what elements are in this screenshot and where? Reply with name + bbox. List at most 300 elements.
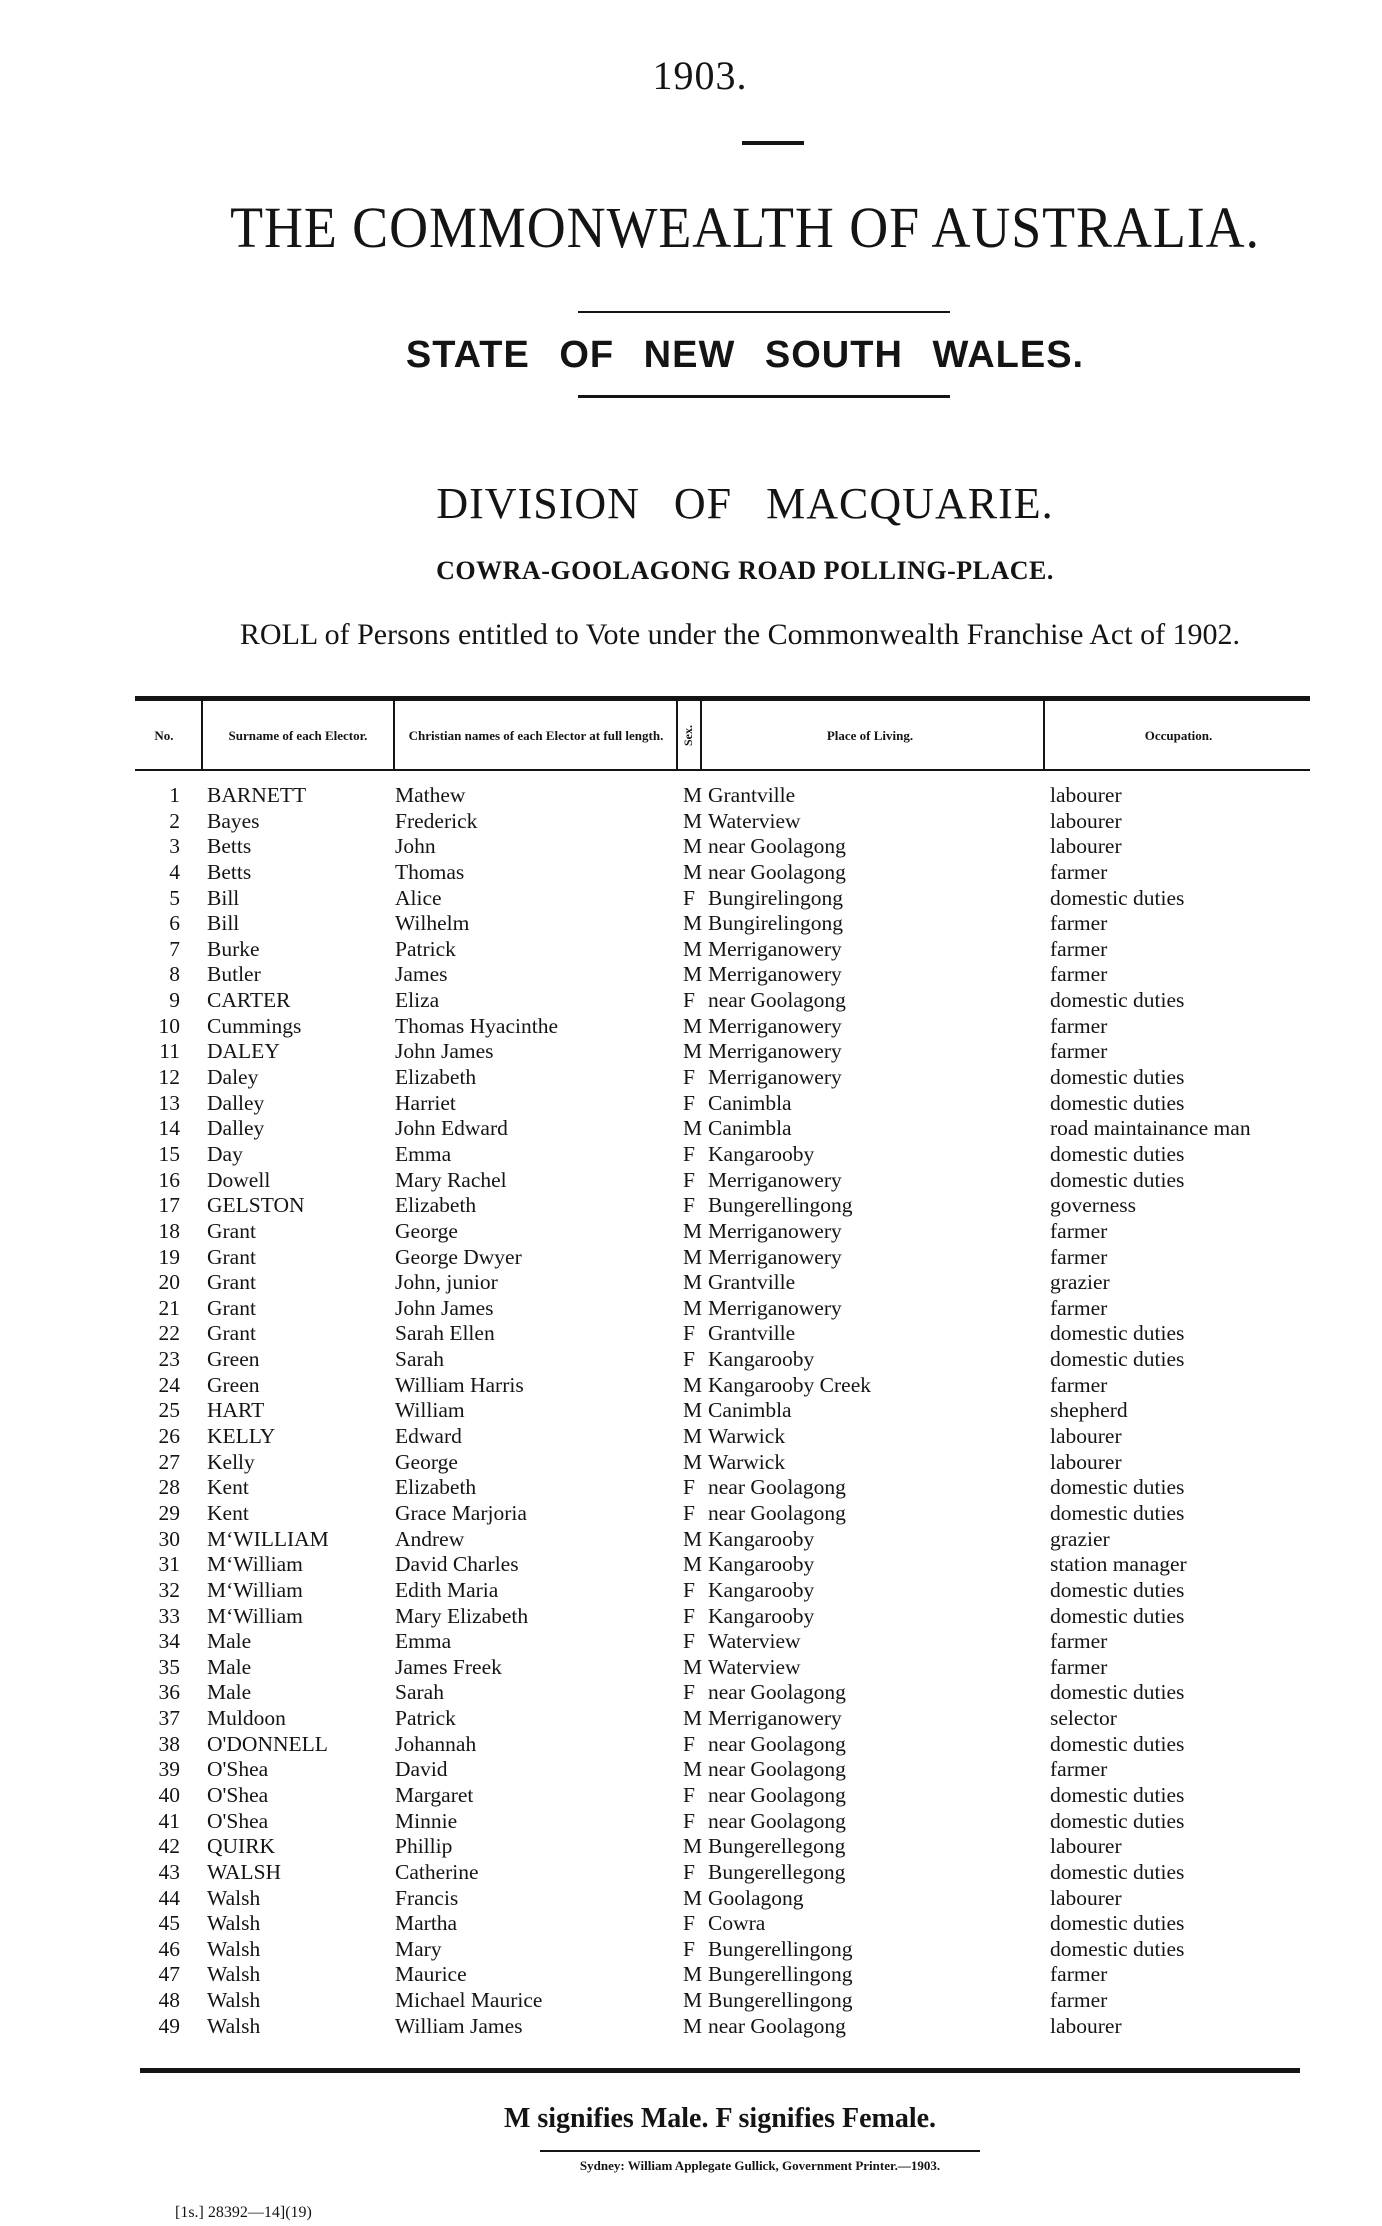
occupation-cell: domestic duties [1050, 1321, 1185, 1346]
surname-cell: O'DONNELL [207, 1731, 328, 1756]
christian-names-cell: Margaret [395, 1782, 474, 1807]
christian-names-cell: Mary Rachel [395, 1167, 507, 1192]
sex-cell: M [683, 1552, 703, 1577]
row-number: 45 [158, 1911, 180, 1936]
roll-description: ROLL of Persons entitled to Vote under the Commonwealth Franchise Act of 1902. [239, 618, 1241, 651]
christian-names-cell: Johannah [395, 1731, 477, 1756]
christian-names-cell: Sarah [395, 1680, 444, 1705]
surname-cell: M‘William [207, 1552, 303, 1577]
occupation-cell: governess [1050, 1193, 1136, 1218]
row-number: 48 [158, 1988, 180, 2013]
place-cell: near Goolagong [708, 1680, 846, 1705]
place-cell: Bungerellingong [708, 1936, 853, 1961]
place-cell: Warwick [708, 1449, 786, 1474]
table-row [135, 1168, 1310, 1194]
row-number: 22 [158, 1321, 180, 1346]
surname-cell: Kelly [207, 1449, 255, 1474]
row-number: 10 [158, 1013, 180, 1038]
row-number: 17 [158, 1193, 180, 1218]
page-title: THE COMMONWEALTH OF AUSTRALIA. [230, 195, 1260, 260]
row-number: 24 [158, 1372, 180, 1397]
place-cell: near Goolagong [708, 1500, 846, 1525]
surname-cell: Day [207, 1141, 243, 1166]
christian-names-cell: Andrew [395, 1526, 465, 1551]
sex-cell: M [683, 834, 703, 859]
sex-cell: M [683, 1885, 703, 1910]
place-cell: Merriganowery [708, 1244, 842, 1269]
row-number: 36 [158, 1680, 180, 1705]
place-cell: Cowra [708, 1911, 766, 1936]
surname-cell: O'Shea [207, 1782, 269, 1807]
print-reference: [1s.] 28392—14](19) [175, 2204, 312, 2221]
christian-names-cell: Maurice [395, 1962, 467, 1987]
row-number: 46 [158, 1936, 180, 1961]
occupation-cell: labourer [1050, 834, 1122, 859]
occupation-cell: shepherd [1050, 1398, 1128, 1423]
row-number: 7 [169, 936, 180, 961]
surname-cell: QUIRK [207, 1834, 276, 1859]
christian-names-cell: William Harris [395, 1372, 524, 1397]
occupation-cell: labourer [1050, 1885, 1122, 1910]
christian-names-cell: Catherine [395, 1859, 479, 1884]
row-number: 32 [158, 1577, 180, 1602]
place-cell: Bungerellingong [708, 1988, 853, 2013]
christian-names-cell: Michael Maurice [395, 1988, 543, 2013]
table-row [135, 911, 1310, 937]
sex-cell: F [683, 1731, 695, 1756]
sex-cell: F [683, 1808, 695, 1833]
table-row [135, 1578, 1310, 1604]
table-header-rule [135, 769, 1310, 771]
christian-names-cell: Sarah [395, 1347, 444, 1372]
surname-cell: O'Shea [207, 1757, 269, 1782]
place-cell: near Goolagong [708, 1808, 846, 1833]
occupation-cell: farmer [1050, 859, 1108, 884]
occupation-cell: farmer [1050, 1962, 1108, 1987]
row-number: 11 [159, 1039, 180, 1064]
row-number: 47 [158, 1962, 180, 1987]
surname-cell: Grant [207, 1270, 256, 1295]
table-row [135, 1347, 1310, 1373]
christian-names-cell: William James [395, 2013, 523, 2038]
table-row [135, 1706, 1310, 1732]
row-number: 1 [169, 783, 180, 807]
place-cell: Merriganowery [708, 1706, 842, 1731]
row-number: 25 [158, 1398, 180, 1423]
surname-cell: Dowell [207, 1167, 271, 1192]
surname-cell: CARTER [207, 988, 291, 1013]
table-row [135, 1552, 1310, 1578]
table-row [135, 1962, 1310, 1988]
sex-cell: M [683, 1218, 703, 1243]
christian-names-cell: Frederick [395, 808, 478, 833]
row-number: 30 [158, 1526, 180, 1551]
table-row [135, 1039, 1310, 1065]
table-row [135, 1629, 1310, 1655]
occupation-cell: domestic duties [1050, 1911, 1185, 1936]
sex-cell: M [683, 1039, 703, 1064]
christian-names-cell: Mary [395, 1936, 442, 1961]
surname-cell: HART [207, 1398, 265, 1423]
table-row [135, 1065, 1310, 1091]
occupation-cell: domestic duties [1050, 1090, 1185, 1115]
christian-names-cell: George [395, 1218, 458, 1243]
row-number: 2 [169, 808, 180, 833]
surname-cell: Walsh [207, 2013, 261, 2038]
christian-names-cell: Edward [395, 1424, 462, 1449]
sex-cell: F [683, 1167, 695, 1192]
christian-names-cell: Elizabeth [395, 1193, 477, 1218]
table-row [135, 1783, 1310, 1809]
surname-cell: Walsh [207, 1988, 261, 2013]
divider-rule [578, 395, 950, 398]
table-row [135, 1091, 1310, 1117]
division-heading: DIVISION OF MACQUARIE. [436, 479, 1054, 528]
sex-cell: M [683, 1116, 703, 1141]
christian-names-cell: John James [395, 1039, 494, 1064]
surname-cell: KELLY [207, 1424, 276, 1449]
surname-cell: Walsh [207, 1911, 261, 1936]
place-cell: Merriganowery [708, 1295, 842, 1320]
christian-names-cell: James Freek [395, 1654, 502, 1679]
row-number: 38 [158, 1731, 180, 1756]
state-heading: STATE OF NEW SOUTH WALES. [405, 334, 1085, 376]
surname-cell: Walsh [207, 1885, 261, 1910]
table-row [135, 1142, 1310, 1168]
place-cell: Kangarooby [708, 1552, 815, 1577]
surname-cell: Kent [207, 1500, 249, 1525]
surname-cell: Grant [207, 1321, 256, 1346]
sex-cell: F [683, 1859, 695, 1884]
sex-cell: M [683, 859, 703, 884]
table-row [135, 1116, 1310, 1142]
table-row [135, 1655, 1310, 1681]
occupation-cell: domestic duties [1050, 1065, 1185, 1090]
place-cell: Merriganowery [708, 1218, 842, 1243]
christian-names-cell: David [395, 1757, 448, 1782]
surname-cell: Daley [207, 1065, 259, 1090]
christian-names-cell: James [395, 962, 448, 987]
christian-names-cell: Sarah Ellen [395, 1321, 495, 1346]
table-row [135, 834, 1310, 860]
sex-cell: F [683, 1603, 695, 1628]
surname-cell: Cummings [207, 1013, 302, 1038]
place-cell: Canimbla [708, 1116, 792, 1141]
occupation-cell: farmer [1050, 911, 1108, 936]
row-number: 49 [158, 2013, 180, 2038]
occupation-cell: selector [1050, 1706, 1117, 1731]
sex-cell: F [683, 1577, 695, 1602]
row-number: 5 [169, 885, 180, 910]
table-row [135, 1680, 1310, 1706]
sex-cell: M [683, 1270, 703, 1295]
occupation-cell: labourer [1050, 808, 1122, 833]
place-cell: Bungerellingong [708, 1193, 853, 1218]
row-number: 44 [158, 1885, 180, 1910]
row-number: 16 [158, 1167, 180, 1192]
occupation-cell: domestic duties [1050, 1577, 1185, 1602]
sex-cell: F [683, 988, 695, 1013]
table-row [135, 1373, 1310, 1399]
year-heading: 1903. [652, 53, 748, 98]
table-row [135, 1757, 1310, 1783]
table-row [135, 1834, 1310, 1860]
surname-cell: Dalley [207, 1116, 265, 1141]
table-row [135, 1501, 1310, 1527]
table-row [135, 1886, 1310, 1912]
sex-cell: F [683, 1680, 695, 1705]
table-row [135, 1398, 1310, 1424]
occupation-cell: domestic duties [1050, 1731, 1185, 1756]
polling-place-heading: COWRA-GOOLAGONG ROAD POLLING-PLACE. [436, 556, 1054, 585]
occupation-cell: domestic duties [1050, 1680, 1185, 1705]
table-row [135, 886, 1310, 912]
christian-names-cell: Eliza [395, 988, 440, 1013]
surname-cell: Bill [207, 885, 240, 910]
table-bottom-rule [140, 2068, 1300, 2073]
christian-names-cell: Patrick [395, 1706, 456, 1731]
row-number: 39 [158, 1757, 180, 1782]
sex-cell: F [683, 885, 695, 910]
header-sex: Sex. [680, 724, 695, 746]
surname-cell: Muldoon [207, 1706, 286, 1731]
surname-cell: M‘WILLIAM [207, 1526, 329, 1551]
occupation-cell: farmer [1050, 1039, 1108, 1064]
christian-names-cell: William [395, 1398, 465, 1423]
christian-names-cell: Thomas [395, 859, 465, 884]
place-cell: Merriganowery [708, 1065, 842, 1090]
sex-cell: M [683, 936, 703, 961]
place-cell: near Goolagong [708, 1782, 846, 1807]
table-body [135, 783, 1310, 2039]
occupation-cell: labourer [1050, 783, 1122, 807]
surname-cell: BARNETT [207, 783, 307, 807]
table-row [135, 1193, 1310, 1219]
table-row [135, 988, 1310, 1014]
christian-names-cell: Harriet [395, 1090, 456, 1115]
header-surname: Surname of each Elector. [228, 727, 368, 743]
table-row [135, 1604, 1310, 1630]
table-row [135, 1809, 1310, 1835]
place-cell: Merriganowery [708, 936, 842, 961]
row-number: 4 [169, 859, 180, 884]
table-row [135, 1014, 1310, 1040]
christian-names-cell: John [395, 834, 436, 859]
sex-cell: F [683, 1141, 695, 1166]
occupation-cell: domestic duties [1050, 1603, 1185, 1628]
surname-cell: Male [207, 1680, 252, 1705]
place-cell: Merriganowery [708, 1167, 842, 1192]
place-cell: Bungerellegong [708, 1859, 846, 1884]
sex-cell: F [683, 1475, 695, 1500]
table-row [135, 809, 1310, 835]
place-cell: Canimbla [708, 1398, 792, 1423]
row-number: 35 [158, 1654, 180, 1679]
christian-names-cell: Francis [395, 1885, 459, 1910]
place-cell: near Goolagong [708, 2013, 846, 2038]
christian-names-cell: Edith Maria [395, 1577, 499, 1602]
occupation-cell: domestic duties [1050, 1936, 1185, 1961]
sex-cell: M [683, 1424, 703, 1449]
sex-cell: F [683, 1500, 695, 1525]
surname-cell: Bill [207, 911, 240, 936]
place-cell: Bungerellegong [708, 1834, 846, 1859]
row-number: 6 [169, 911, 180, 936]
place-cell: Goolagong [708, 1885, 804, 1910]
surname-cell: Dalley [207, 1090, 265, 1115]
occupation-cell: domestic duties [1050, 1141, 1185, 1166]
place-cell: Merriganowery [708, 1039, 842, 1064]
table-row [135, 1450, 1310, 1476]
christian-names-cell: Emma [395, 1629, 452, 1654]
sex-cell: M [683, 1988, 703, 2013]
row-number: 26 [158, 1424, 180, 1449]
place-cell: near Goolagong [708, 834, 846, 859]
place-cell: Grantville [708, 783, 796, 807]
place-cell: Kangarooby [708, 1603, 815, 1628]
sex-cell: M [683, 911, 703, 936]
occupation-cell: domestic duties [1050, 988, 1185, 1013]
sex-cell: M [683, 2013, 703, 2038]
surname-cell: Male [207, 1654, 252, 1679]
table-row [135, 1732, 1310, 1758]
occupation-cell: labourer [1050, 1449, 1122, 1474]
row-number: 40 [158, 1782, 180, 1807]
christian-names-cell: Elizabeth [395, 1065, 477, 1090]
table-row [135, 1321, 1310, 1347]
sex-cell: M [683, 1244, 703, 1269]
place-cell: Bungirelingong [708, 911, 843, 936]
sex-cell: M [683, 1449, 703, 1474]
sex-cell: M [683, 1962, 703, 1987]
surname-cell: Butler [207, 962, 261, 987]
christian-names-cell: Thomas Hyacinthe [395, 1013, 558, 1038]
christian-names-cell: Mathew [395, 783, 466, 807]
christian-names-cell: Emma [395, 1141, 452, 1166]
place-cell: Warwick [708, 1424, 786, 1449]
table-row [135, 860, 1310, 886]
row-number: 42 [158, 1834, 180, 1859]
table-row [135, 1860, 1310, 1886]
header-christian-names: Christian names of each Elector at full length. [408, 727, 664, 743]
sex-cell: M [683, 1295, 703, 1320]
christian-names-cell: Wilhelm [395, 911, 470, 936]
christian-names-cell: Patrick [395, 936, 456, 961]
occupation-cell: domestic duties [1050, 1167, 1185, 1192]
surname-cell: Grant [207, 1218, 256, 1243]
place-cell: near Goolagong [708, 988, 846, 1013]
occupation-cell: grazier [1050, 1270, 1110, 1295]
surname-cell: GELSTON [207, 1193, 305, 1218]
sex-cell: M [683, 1654, 703, 1679]
surname-cell: M‘William [207, 1603, 303, 1628]
place-cell: Grantville [708, 1321, 796, 1346]
table-row [135, 1270, 1310, 1296]
surname-cell: DALEY [207, 1039, 280, 1064]
table-row [135, 1988, 1310, 2014]
place-cell: Kangarooby [708, 1141, 815, 1166]
table-row [135, 1245, 1310, 1271]
row-number: 41 [158, 1808, 180, 1833]
row-number: 3 [169, 834, 180, 859]
occupation-cell: farmer [1050, 1218, 1108, 1243]
sex-cell: M [683, 1706, 703, 1731]
surname-cell: Betts [207, 834, 252, 859]
sex-cell: F [683, 1321, 695, 1346]
sex-cell: M [683, 1757, 703, 1782]
occupation-cell: labourer [1050, 2013, 1122, 2038]
occupation-cell: domestic duties [1050, 885, 1185, 910]
row-number: 43 [158, 1859, 180, 1884]
place-cell: Merriganowery [708, 962, 842, 987]
occupation-cell: domestic duties [1050, 1500, 1185, 1525]
sex-cell: F [683, 1065, 695, 1090]
table-row [135, 1937, 1310, 1963]
sex-cell: F [683, 1193, 695, 1218]
surname-cell: Green [207, 1372, 260, 1397]
surname-cell: Male [207, 1629, 252, 1654]
table-row [135, 783, 1310, 809]
place-cell: Canimbla [708, 1090, 792, 1115]
row-number: 23 [158, 1347, 180, 1372]
table-row [135, 1527, 1310, 1553]
occupation-cell: farmer [1050, 1757, 1108, 1782]
surname-cell: Betts [207, 859, 252, 884]
occupation-cell: grazier [1050, 1526, 1110, 1551]
surname-cell: M‘William [207, 1577, 303, 1602]
christian-names-cell: John, junior [395, 1270, 498, 1295]
sex-cell: F [683, 1629, 695, 1654]
christian-names-cell: Alice [395, 885, 442, 910]
place-cell: Waterview [708, 808, 801, 833]
row-number: 14 [158, 1116, 180, 1141]
row-number: 31 [158, 1552, 180, 1577]
surname-cell: WALSH [207, 1859, 282, 1884]
occupation-cell: labourer [1050, 1834, 1122, 1859]
table-row [135, 2014, 1310, 2040]
sex-cell: F [683, 1090, 695, 1115]
sex-cell: F [683, 1782, 695, 1807]
sex-legend: M signifies Male. F signifies Female. [503, 2103, 937, 2134]
row-number: 9 [169, 988, 180, 1013]
place-cell: Kangarooby [708, 1577, 815, 1602]
header-no: No. [154, 727, 174, 743]
sex-cell: M [683, 1013, 703, 1038]
row-number: 34 [158, 1629, 180, 1654]
sex-cell: M [683, 1834, 703, 1859]
place-cell: Kangarooby Creek [708, 1372, 871, 1397]
row-number: 19 [158, 1244, 180, 1269]
occupation-cell: farmer [1050, 1013, 1108, 1038]
table-row [135, 1475, 1310, 1501]
occupation-cell: domestic duties [1050, 1782, 1185, 1807]
row-number: 12 [158, 1065, 180, 1090]
surname-cell: Grant [207, 1244, 256, 1269]
table-row [135, 1219, 1310, 1245]
occupation-cell: farmer [1050, 1372, 1108, 1397]
table-header [135, 701, 1310, 769]
surname-cell: Grant [207, 1295, 256, 1320]
occupation-cell: farmer [1050, 936, 1108, 961]
place-cell: Waterview [708, 1654, 801, 1679]
surname-cell: Green [207, 1347, 260, 1372]
place-cell: near Goolagong [708, 1475, 846, 1500]
occupation-cell: farmer [1050, 1295, 1108, 1320]
place-cell: Bungerellingong [708, 1962, 853, 1987]
surname-cell: Walsh [207, 1936, 261, 1961]
sex-cell: M [683, 962, 703, 987]
occupation-cell: labourer [1050, 1424, 1122, 1449]
